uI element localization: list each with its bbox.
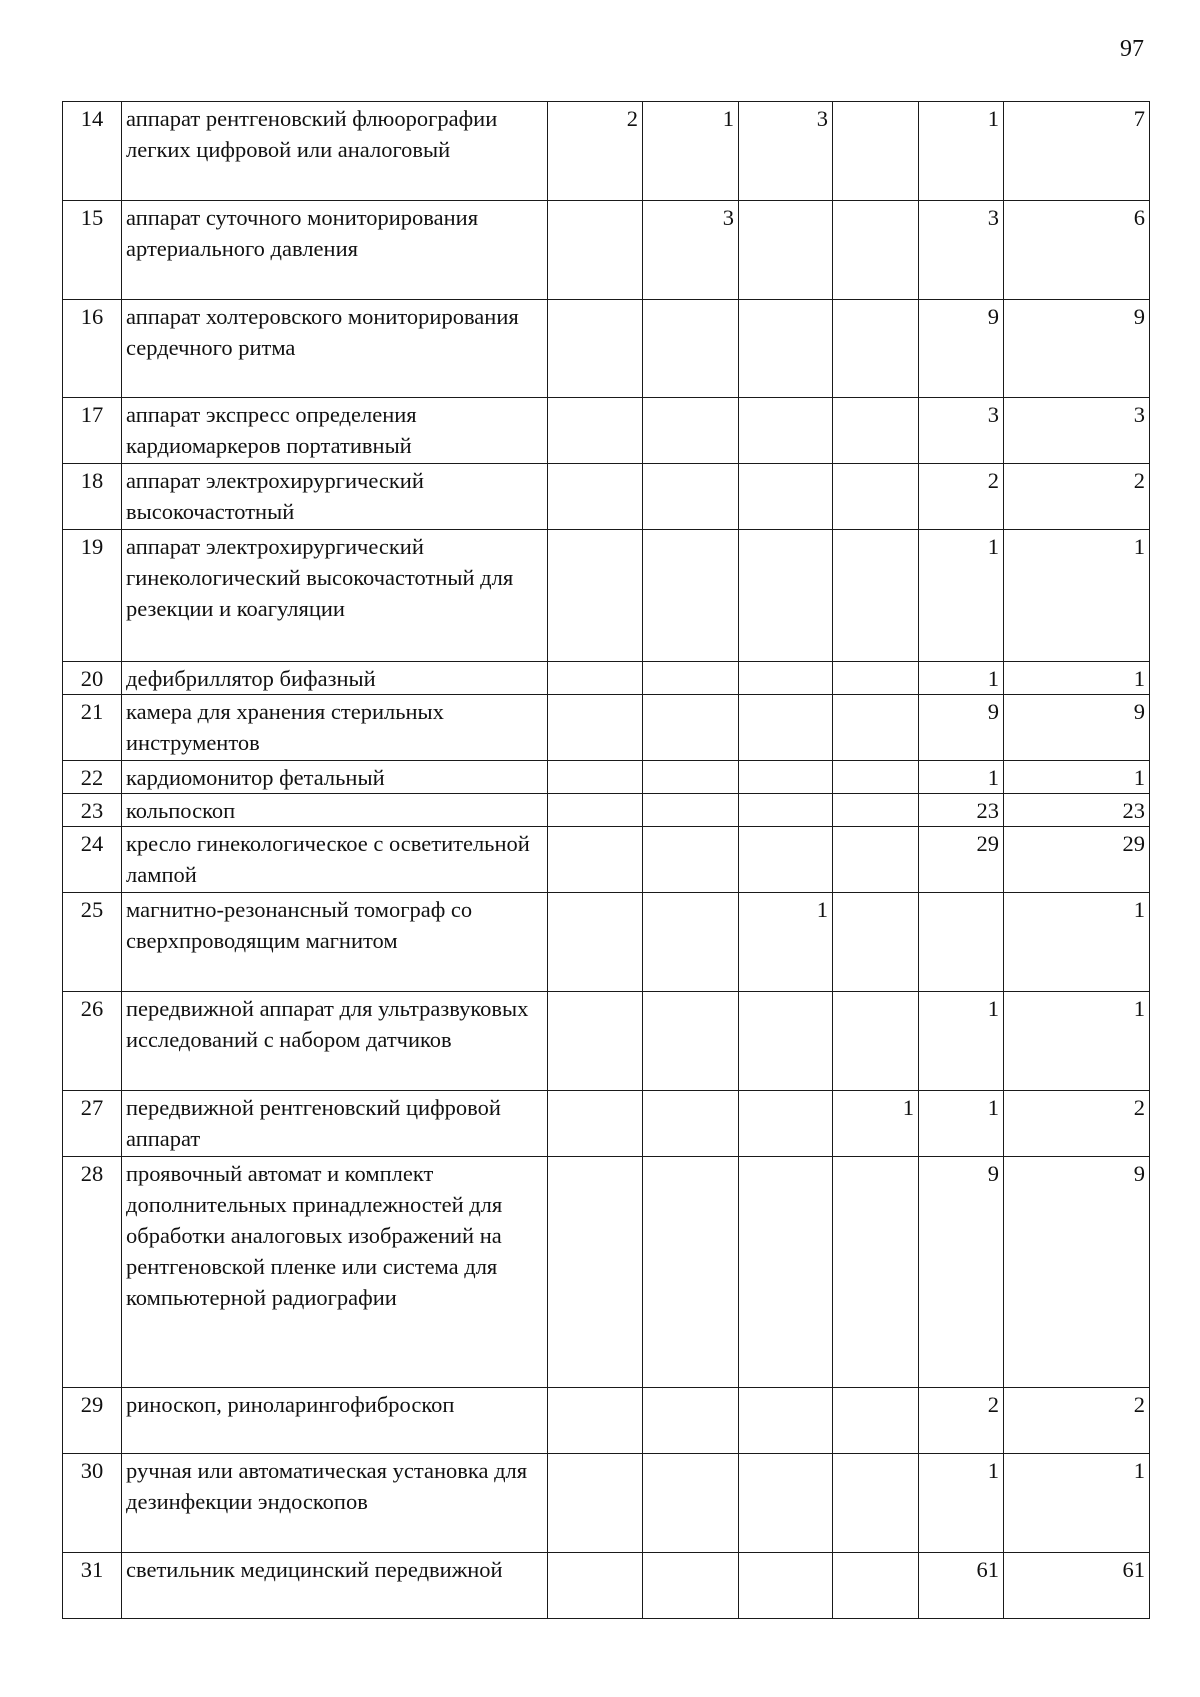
count-total: 1 [1004,761,1150,794]
equipment-name: передвижной рентгеновский цифровой аппарат [122,1091,548,1157]
row-number: 31 [63,1553,122,1619]
count-total: 61 [1004,1553,1150,1619]
count-col-2 [643,300,739,398]
table-row [63,201,1150,300]
count-col-4 [833,794,919,827]
count-col-1 [548,1454,643,1553]
count-col-5: 1 [919,1454,1004,1553]
row-number: 20 [63,662,122,695]
count-col-3 [739,1454,833,1553]
count-col-5: 1 [919,1091,1004,1157]
count-col-4 [833,464,919,530]
table-row [63,1157,1150,1388]
count-col-2 [643,1157,739,1388]
count-col-2 [643,1454,739,1553]
count-col-2 [643,761,739,794]
count-col-2 [643,695,739,761]
equipment-name: передвижной аппарат для ультразвуковых исследований с набором датчиков [122,992,548,1091]
equipment-name: аппарат электрохирургический гинекологический высокочастотный для резекции и коагуляции [122,530,548,662]
count-total: 9 [1004,300,1150,398]
equipment-name: светильник медицинский передвижной [122,1553,548,1619]
count-col-5: 9 [919,695,1004,761]
count-col-5: 3 [919,201,1004,300]
table-row [63,1091,1150,1157]
count-col-5: 1 [919,992,1004,1091]
table-row [63,827,1150,893]
table-row [63,662,1150,695]
count-col-5: 1 [919,530,1004,662]
table-row [63,398,1150,464]
count-col-2 [643,827,739,893]
count-col-4 [833,398,919,464]
count-col-4: 1 [833,1091,919,1157]
count-col-3 [739,794,833,827]
equipment-name: кресло гинекологическое с осветительной лампой [122,827,548,893]
count-col-2 [643,1091,739,1157]
table-row [63,761,1150,794]
table-row [63,1553,1150,1619]
count-col-1 [548,201,643,300]
count-col-1 [548,1388,643,1454]
count-total: 3 [1004,398,1150,464]
count-col-2 [643,992,739,1091]
row-number: 25 [63,893,122,992]
count-total: 7 [1004,102,1150,201]
count-total: 29 [1004,827,1150,893]
count-col-5: 3 [919,398,1004,464]
count-col-4 [833,1388,919,1454]
row-number: 30 [63,1454,122,1553]
count-col-1 [548,794,643,827]
table-row [63,893,1150,992]
count-col-2 [643,398,739,464]
count-total: 9 [1004,695,1150,761]
row-number: 14 [63,102,122,201]
count-col-1: 2 [548,102,643,201]
count-col-3 [739,662,833,695]
page-number: 97 [1120,36,1144,62]
count-col-5: 2 [919,1388,1004,1454]
count-col-5: 2 [919,464,1004,530]
count-col-3 [739,1157,833,1388]
table-row [63,530,1150,662]
count-col-3 [739,464,833,530]
count-col-2: 1 [643,102,739,201]
equipment-name: проявочный автомат и комплект дополнительных принадлежностей для обработки аналоговых изображений на рентгеновской пленке или система для компьютерной радиографии [122,1157,548,1388]
count-col-4 [833,530,919,662]
count-total: 9 [1004,1157,1150,1388]
count-col-1 [548,398,643,464]
count-col-4 [833,992,919,1091]
count-col-2 [643,464,739,530]
table-row [63,695,1150,761]
count-col-5 [919,893,1004,992]
count-col-4 [833,893,919,992]
count-total: 1 [1004,992,1150,1091]
count-total: 2 [1004,1091,1150,1157]
table-row [63,102,1150,201]
table-row [63,1454,1150,1553]
count-col-3 [739,1091,833,1157]
count-col-4 [833,761,919,794]
count-col-5: 9 [919,1157,1004,1388]
count-col-1 [548,662,643,695]
count-col-1 [548,695,643,761]
row-number: 21 [63,695,122,761]
equipment-name: аппарат экспресс определения кардиомаркеров портативный [122,398,548,464]
row-number: 15 [63,201,122,300]
row-number: 26 [63,992,122,1091]
count-total: 1 [1004,893,1150,992]
equipment-name: риноскоп, риноларингофиброскоп [122,1388,548,1454]
count-col-3 [739,398,833,464]
equipment-name: камера для хранения стерильных инструментов [122,695,548,761]
count-col-3 [739,827,833,893]
count-col-4 [833,1454,919,1553]
count-col-5: 29 [919,827,1004,893]
equipment-name: аппарат холтеровского мониторирования сердечного ритма [122,300,548,398]
table-row [63,300,1150,398]
count-col-2: 3 [643,201,739,300]
count-col-4 [833,102,919,201]
equipment-table [62,101,1150,1619]
count-col-3 [739,530,833,662]
count-col-4 [833,201,919,300]
count-col-5: 1 [919,662,1004,695]
table-body [63,102,1150,1619]
row-number: 23 [63,794,122,827]
count-total: 2 [1004,1388,1150,1454]
row-number: 17 [63,398,122,464]
count-col-2 [643,893,739,992]
count-col-1 [548,992,643,1091]
count-col-3 [739,201,833,300]
count-col-5: 1 [919,761,1004,794]
row-number: 22 [63,761,122,794]
row-number: 28 [63,1157,122,1388]
equipment-name: кольпоскоп [122,794,548,827]
equipment-name: аппарат электрохирургический высокочастотный [122,464,548,530]
count-col-1 [548,1553,643,1619]
count-col-2 [643,1553,739,1619]
count-col-1 [548,464,643,530]
count-col-5: 1 [919,102,1004,201]
count-col-3 [739,992,833,1091]
count-col-1 [548,530,643,662]
row-number: 18 [63,464,122,530]
count-total: 1 [1004,662,1150,695]
count-col-3 [739,1388,833,1454]
count-col-1 [548,893,643,992]
count-col-5: 9 [919,300,1004,398]
count-col-1 [548,1157,643,1388]
count-col-1 [548,300,643,398]
equipment-name: аппарат рентгеновский флюорографии легких цифровой или аналоговый [122,102,548,201]
count-col-4 [833,300,919,398]
count-col-2 [643,530,739,662]
table-row [63,992,1150,1091]
row-number: 27 [63,1091,122,1157]
row-number: 29 [63,1388,122,1454]
count-col-3: 3 [739,102,833,201]
count-col-2 [643,1388,739,1454]
table-row [63,464,1150,530]
count-total: 6 [1004,201,1150,300]
count-col-5: 61 [919,1553,1004,1619]
count-total: 1 [1004,1454,1150,1553]
count-col-1 [548,1091,643,1157]
row-number: 19 [63,530,122,662]
equipment-name: аппарат суточного мониторирования артериального давления [122,201,548,300]
row-number: 24 [63,827,122,893]
count-col-3 [739,761,833,794]
count-total: 1 [1004,530,1150,662]
equipment-name: ручная или автоматическая установка для дезинфекции эндоскопов [122,1454,548,1553]
table-row [63,1388,1150,1454]
row-number: 16 [63,300,122,398]
count-col-3 [739,1553,833,1619]
count-col-4 [833,827,919,893]
count-col-4 [833,662,919,695]
equipment-name: магнитно-резонансный томограф со сверхпроводящим магнитом [122,893,548,992]
table-row [63,794,1150,827]
count-col-2 [643,794,739,827]
count-col-3 [739,695,833,761]
equipment-name: кардиомонитор фетальный [122,761,548,794]
count-col-2 [643,662,739,695]
count-total: 2 [1004,464,1150,530]
count-col-4 [833,695,919,761]
count-col-4 [833,1157,919,1388]
count-col-5: 23 [919,794,1004,827]
equipment-name: дефибриллятор бифазный [122,662,548,695]
count-col-3: 1 [739,893,833,992]
count-col-1 [548,761,643,794]
count-col-4 [833,1553,919,1619]
count-col-3 [739,300,833,398]
count-col-1 [548,827,643,893]
count-total: 23 [1004,794,1150,827]
